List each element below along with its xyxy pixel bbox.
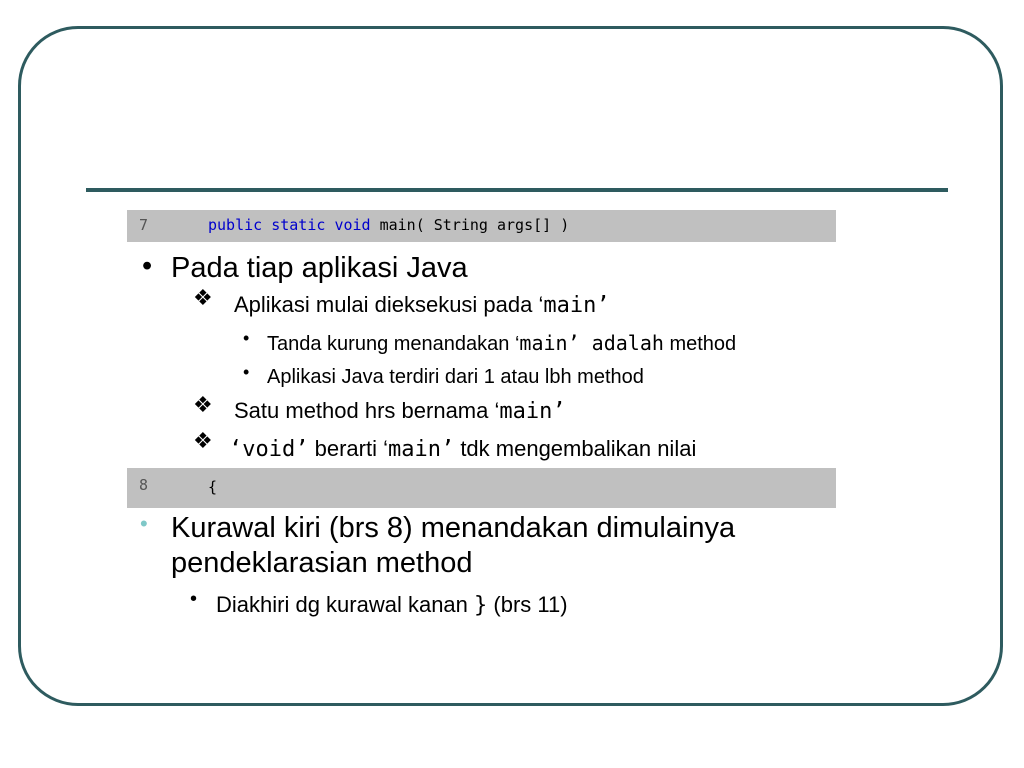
code-text: { [208, 478, 218, 496]
bullet-text-continued: pendeklarasian method [171, 547, 473, 579]
bullet-text: Aplikasi Java terdiri dari 1 atau lbh method [267, 366, 644, 388]
bullet-text: Kurawal kiri (brs 8) menandakan dimulainya [171, 512, 736, 544]
diamond-bullet-icon: ❖ [193, 428, 213, 453]
bullet-text: Diakhiri dg kurawal kanan } (brs 11) [216, 592, 568, 618]
code-line-7 [127, 210, 836, 242]
line-number: 7 [139, 216, 149, 234]
code-text: public static void main( String args[] ) [208, 216, 570, 234]
bullet-text: Satu method hrs bernama ‘main’ [234, 398, 566, 424]
diamond-bullet-icon: ❖ [193, 392, 213, 417]
bullet-text: Pada tiap aplikasi Java [171, 252, 468, 284]
bullet-text: ‘void’ berarti ‘main’ tdk mengembalikan nilai [229, 436, 697, 462]
title-rule [86, 188, 948, 192]
bullet-text: Aplikasi mulai dieksekusi pada ‘main’ [234, 292, 610, 318]
code-line-8 [127, 468, 836, 508]
diamond-bullet-icon: ❖ [193, 285, 213, 310]
line-number: 8 [139, 476, 149, 494]
bullet-dot: • [243, 362, 250, 382]
bullet-dot: • [142, 250, 153, 282]
bullet-dot: • [190, 588, 198, 610]
bullet-dot: • [243, 328, 250, 348]
bullet-dot: • [140, 511, 148, 536]
bullet-text: Tanda kurung menandakan ‘main’ adalah method [267, 331, 737, 355]
